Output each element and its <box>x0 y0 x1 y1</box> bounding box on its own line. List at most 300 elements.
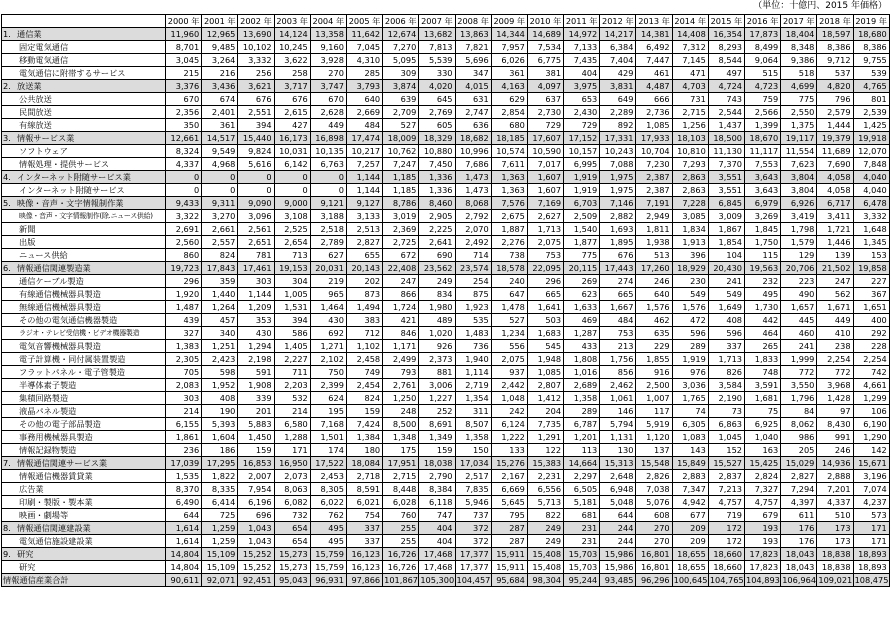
table-cell: 2,007 <box>238 470 274 483</box>
row-label <box>2 197 166 210</box>
table-cell: 17,331 <box>600 132 636 145</box>
table-cell: 10,880 <box>419 145 455 158</box>
table-cell: 5,048 <box>600 496 636 509</box>
table-cell: 18,009 <box>383 132 419 145</box>
table-cell: 1,980 <box>419 301 455 314</box>
table-cell: 367 <box>853 288 889 301</box>
table-cell: 17,607 <box>527 132 563 145</box>
table-cell: 666 <box>636 93 672 106</box>
table-cell: 287 <box>491 522 527 535</box>
table-cell: 676 <box>238 93 274 106</box>
section-row <box>2 197 890 210</box>
table-cell: 7,191 <box>636 197 672 210</box>
table-cell: 725 <box>202 509 238 522</box>
table-cell: 754 <box>346 509 382 522</box>
table-cell: 2,399 <box>310 379 346 392</box>
row-label-text: ソフトウェア <box>19 145 68 156</box>
table-cell: 2,854 <box>491 106 527 119</box>
table-cell: 639 <box>383 93 419 106</box>
table-cell: 19,918 <box>853 132 889 145</box>
table-cell: 96,931 <box>310 574 346 587</box>
table-cell: 97 <box>817 405 853 418</box>
table-cell: 19,117 <box>781 132 817 145</box>
table-cell: 8,293 <box>708 41 744 54</box>
table-cell: 2,423 <box>202 353 238 366</box>
row-label-text: 無線通信機械器具製造 <box>19 301 101 312</box>
table-cell: 7,813 <box>419 41 455 54</box>
table-cell: 3,436 <box>202 80 238 93</box>
table-cell: 513 <box>636 249 672 262</box>
table-cell: 430 <box>238 327 274 340</box>
table-cell: 7,133 <box>564 41 600 54</box>
table-cell: 3,270 <box>202 210 238 223</box>
table-cell: 7,686 <box>455 158 491 171</box>
table-cell: 3,621 <box>238 80 274 93</box>
table-cell: 2,691 <box>166 223 202 236</box>
table-cell: 394 <box>274 314 310 327</box>
table-cell: 747 <box>419 509 455 522</box>
row-label-text: 放送業 <box>17 80 42 91</box>
table-cell: 834 <box>419 288 455 301</box>
table-cell: 1,535 <box>166 470 202 483</box>
table-cell: 129 <box>781 249 817 262</box>
row-label <box>2 327 166 340</box>
table-cell: 270 <box>636 535 672 548</box>
table-cell: 8,448 <box>383 483 419 496</box>
table-cell: 9,064 <box>745 54 781 67</box>
table-cell: 649 <box>600 93 636 106</box>
section-number: 7. <box>3 457 11 468</box>
table-cell: 7,848 <box>853 158 889 171</box>
table-cell: 236 <box>166 444 202 457</box>
table-cell: 21,502 <box>817 262 853 275</box>
table-cell: 254 <box>455 275 491 288</box>
table-cell: 6,155 <box>166 418 202 431</box>
table-cell: 549 <box>708 288 744 301</box>
table-cell: 95,043 <box>274 574 310 587</box>
table-cell: 304 <box>274 275 310 288</box>
table-cell: 6,995 <box>564 158 600 171</box>
table-cell: 640 <box>346 93 382 106</box>
table-cell: 347 <box>455 67 491 80</box>
table-cell: 464 <box>745 327 781 340</box>
table-cell: 10,217 <box>346 145 382 158</box>
table-cell: 1,354 <box>455 392 491 405</box>
table-cell: 16,898 <box>310 132 346 145</box>
table-cell: 1,834 <box>672 223 708 236</box>
table-cell: 396 <box>672 249 708 262</box>
table-cell: 1,607 <box>527 171 563 184</box>
table-cell: 9,160 <box>310 41 346 54</box>
table-cell: 270 <box>310 67 346 80</box>
table-cell: 1,667 <box>600 301 636 314</box>
table-cell: 1,855 <box>636 353 672 366</box>
table-cell: 793 <box>383 366 419 379</box>
row-label <box>2 470 166 483</box>
table-cell: 1,185 <box>383 184 419 197</box>
table-cell: 1,887 <box>491 223 527 236</box>
table-cell: 937 <box>491 366 527 379</box>
table-cell: 23,574 <box>455 262 491 275</box>
row-label-text: ニュース供給 <box>19 249 68 260</box>
table-cell: 6,305 <box>672 418 708 431</box>
table-cell: 1,375 <box>781 119 817 132</box>
table-cell: 4,724 <box>708 80 744 93</box>
table-cell: 10,031 <box>274 145 310 158</box>
table-cell: 1,251 <box>202 340 238 353</box>
table-cell: 17,461 <box>238 262 274 275</box>
section-number: 6. <box>3 262 11 273</box>
table-cell: 1,250 <box>383 392 419 405</box>
table-cell: 7,690 <box>817 158 853 171</box>
header-corner <box>2 15 166 28</box>
table-cell: 3,108 <box>274 210 310 223</box>
table-cell: 7,312 <box>672 41 708 54</box>
table-cell: 2,615 <box>274 106 310 119</box>
row-label-text: 情報通信産業合計 <box>3 574 69 585</box>
table-cell: 714 <box>455 249 491 262</box>
table-cell: 17,933 <box>636 132 672 145</box>
table-cell: 10,243 <box>600 145 636 158</box>
table-cell: 1,083 <box>672 431 708 444</box>
table-cell: 676 <box>600 249 636 262</box>
table-cell: 5,713 <box>527 496 563 509</box>
table-cell: 3,584 <box>708 379 744 392</box>
table-cell: 586 <box>274 327 310 340</box>
table-cell: 14,124 <box>274 28 310 41</box>
table-row <box>2 184 890 197</box>
table-cell: 15,273 <box>274 548 310 561</box>
year-header: 2013 年 <box>636 15 672 28</box>
table-cell: 17,034 <box>455 457 491 470</box>
table-cell: 627 <box>310 249 346 262</box>
table-cell: 532 <box>274 392 310 405</box>
table-cell: 472 <box>672 314 708 327</box>
table-cell: 2,297 <box>564 470 600 483</box>
table-cell: 556 <box>491 340 527 353</box>
table-cell: 3,968 <box>817 379 853 392</box>
table-cell: 10,157 <box>564 145 600 158</box>
table-row <box>2 483 890 496</box>
table-row <box>2 327 890 340</box>
table-cell: 14,804 <box>166 548 202 561</box>
table-cell: 172 <box>708 522 744 535</box>
table-cell: 10,574 <box>491 145 527 158</box>
table-cell: 2,715 <box>383 470 419 483</box>
table-cell: 2,231 <box>527 470 563 483</box>
table-cell: 654 <box>274 535 310 548</box>
table-cell: 1,201 <box>564 431 600 444</box>
table-cell: 303 <box>238 275 274 288</box>
row-label <box>2 405 166 418</box>
table-cell: 5,616 <box>238 158 274 171</box>
table-cell: 7,424 <box>346 418 382 431</box>
table-cell: 1,043 <box>238 535 274 548</box>
table-cell: 3,096 <box>238 210 274 223</box>
table-cell: 2,736 <box>636 106 672 119</box>
table-cell: 241 <box>781 340 817 353</box>
table-cell: 7,835 <box>455 483 491 496</box>
table-cell: 18,680 <box>853 28 889 41</box>
table-cell: 6,669 <box>491 483 527 496</box>
table-cell: 860 <box>166 249 202 262</box>
table-cell: 7,201 <box>817 483 853 496</box>
section-number: 1. <box>3 28 11 39</box>
table-cell: 3,643 <box>745 184 781 197</box>
table-cell: 228 <box>853 340 889 353</box>
table-cell: 1,765 <box>672 392 708 405</box>
table-cell: 2,430 <box>564 106 600 119</box>
table-row <box>2 392 890 405</box>
table-cell: 7,213 <box>708 483 744 496</box>
table-cell: 772 <box>781 366 817 379</box>
table-cell: 1,919 <box>564 184 600 197</box>
table-cell: 469 <box>564 314 600 327</box>
table-cell: 4,397 <box>781 496 817 509</box>
table-cell: 4,820 <box>817 80 853 93</box>
table-cell: 743 <box>708 93 744 106</box>
table-cell: 2,863 <box>672 171 708 184</box>
table-cell: 18,500 <box>708 132 744 145</box>
table-cell: 3,550 <box>781 379 817 392</box>
table-cell: 18,838 <box>817 548 853 561</box>
table-cell: 1,648 <box>853 223 889 236</box>
table-cell: 5,946 <box>455 496 491 509</box>
table-cell: 1,919 <box>672 353 708 366</box>
table-cell: 270 <box>636 522 672 535</box>
table-cell: 16,123 <box>346 548 382 561</box>
table-cell: 1,234 <box>491 327 527 340</box>
row-label <box>2 210 166 223</box>
table-cell: 75 <box>745 405 781 418</box>
table-cell: 681 <box>564 509 600 522</box>
table-cell: 3,643 <box>745 171 781 184</box>
table-cell: 255 <box>383 535 419 548</box>
table-cell: 713 <box>274 249 310 262</box>
table-cell: 410 <box>817 327 853 340</box>
table-cell: 5,883 <box>238 418 274 431</box>
table-cell: 1,671 <box>817 301 853 314</box>
table-cell: 241 <box>708 275 744 288</box>
table-cell: 2,827 <box>781 470 817 483</box>
table-cell: 23,562 <box>419 262 455 275</box>
table-cell: 1,399 <box>745 119 781 132</box>
table-cell: 1,808 <box>564 353 600 366</box>
table-cell: 433 <box>564 340 600 353</box>
table-cell: 9,824 <box>238 145 274 158</box>
table-cell: 1,614 <box>166 535 202 548</box>
table-cell: 15,383 <box>527 457 563 470</box>
table-cell: 665 <box>527 288 563 301</box>
table-row <box>2 210 890 223</box>
section-row <box>2 80 890 93</box>
row-label-text: 情報通信機器賃貸業 <box>19 470 93 481</box>
table-cell: 14,936 <box>817 457 853 470</box>
table-cell: 1,405 <box>274 340 310 353</box>
table-cell: 495 <box>310 522 346 535</box>
table-cell: 4,942 <box>672 496 708 509</box>
row-label <box>2 418 166 431</box>
table-cell: 732 <box>274 509 310 522</box>
table-cell: 672 <box>383 249 419 262</box>
table-cell: 404 <box>419 535 455 548</box>
table-cell: 637 <box>527 93 563 106</box>
table-cell: 2,718 <box>346 470 382 483</box>
table-row <box>2 301 890 314</box>
table-cell: 74 <box>672 405 708 418</box>
table-cell: 1,120 <box>636 431 672 444</box>
table-cell: 562 <box>817 288 853 301</box>
table-cell: 1,713 <box>527 223 563 236</box>
table-cell: 623 <box>564 288 600 301</box>
table-cell: 337 <box>708 340 744 353</box>
table-cell: 18,185 <box>491 132 527 145</box>
table-cell: 1,473 <box>455 171 491 184</box>
table-cell: 1,131 <box>600 431 636 444</box>
row-label-text: 研究 <box>17 548 34 559</box>
table-cell: 1,412 <box>527 392 563 405</box>
table-cell: 4,058 <box>817 171 853 184</box>
table-cell: 731 <box>672 93 708 106</box>
table-cell: 1,877 <box>564 236 600 249</box>
table-cell: 361 <box>202 119 238 132</box>
table-cell: 916 <box>636 366 672 379</box>
table-cell: 429 <box>600 67 636 80</box>
table-cell: 16,726 <box>383 548 419 561</box>
table-cell: 3,928 <box>310 54 346 67</box>
table-cell: 1,227 <box>419 392 455 405</box>
row-label-text: 映像・音声・文字情報制作(除.ニュース供給) <box>19 212 153 220</box>
table-cell: 7,623 <box>781 158 817 171</box>
table-cell: 1,464 <box>310 301 346 314</box>
table-cell: 605 <box>419 119 455 132</box>
row-label <box>2 262 166 275</box>
row-label-text: 集積回路製造 <box>19 392 69 403</box>
table-cell: 2,254 <box>817 353 853 366</box>
table-cell: 2,627 <box>527 210 563 223</box>
table-cell: 6,787 <box>564 418 600 431</box>
table-cell: 159 <box>346 405 382 418</box>
row-label-text: 新聞 <box>19 223 36 234</box>
table-cell: 14,972 <box>564 28 600 41</box>
table-cell: 9,755 <box>853 54 889 67</box>
table-cell: 4,723 <box>745 80 781 93</box>
table-cell: 2,905 <box>419 210 455 223</box>
table-row <box>2 249 890 262</box>
header-row <box>2 15 890 28</box>
table-cell: 495 <box>745 288 781 301</box>
table-row <box>2 223 890 236</box>
row-label <box>2 535 166 548</box>
table-cell: 6,763 <box>310 158 346 171</box>
table-cell: 16,354 <box>708 28 744 41</box>
row-label <box>2 496 166 509</box>
table-cell: 760 <box>383 509 419 522</box>
table-cell: 873 <box>346 288 382 301</box>
table-cell: 18,660 <box>708 548 744 561</box>
row-label-text: 広告業 <box>19 483 44 494</box>
table-cell: 146 <box>600 405 636 418</box>
table-cell: 705 <box>166 366 202 379</box>
table-cell: 1,919 <box>564 171 600 184</box>
table-cell: 3,411 <box>817 210 853 223</box>
table-cell: 670 <box>166 93 202 106</box>
table-cell: 115 <box>745 249 781 262</box>
table-cell: 150 <box>455 444 491 457</box>
row-label-text: 有線放送 <box>19 119 52 130</box>
table-cell: 108,475 <box>854 574 889 585</box>
table-cell: 846 <box>383 327 419 340</box>
year-header: 2012 年 <box>600 15 636 28</box>
table-cell: 7,247 <box>383 158 419 171</box>
row-label <box>2 223 166 236</box>
table-cell: 460 <box>781 327 817 340</box>
table-cell: 2,730 <box>527 106 563 119</box>
table-cell: 8,063 <box>274 483 310 496</box>
table-cell: 596 <box>708 327 744 340</box>
table-cell: 113 <box>564 444 600 457</box>
table-cell: 15,759 <box>310 561 346 574</box>
table-cell: 2,373 <box>419 353 455 366</box>
table-cell: 2,525 <box>274 223 310 236</box>
table-cell: 926 <box>419 340 455 353</box>
table-cell: 0 <box>310 184 346 197</box>
table-cell: 9,549 <box>202 145 238 158</box>
table-cell: 5,919 <box>636 418 672 431</box>
table-cell: 7,038 <box>636 483 672 496</box>
table-cell: 6,384 <box>600 41 636 54</box>
table-cell: 676 <box>274 93 310 106</box>
table-cell: 537 <box>817 67 853 80</box>
table-cell: 16,801 <box>636 561 672 574</box>
table-cell: 18,660 <box>708 561 744 574</box>
table-cell: 15,911 <box>491 561 527 574</box>
table-cell: 15,252 <box>238 548 274 561</box>
table-cell: 7,370 <box>708 158 744 171</box>
table-cell: 7,957 <box>491 41 527 54</box>
section-number: 3. <box>3 132 11 143</box>
table-cell: 2,387 <box>636 184 672 197</box>
table-cell: 18,329 <box>419 132 455 145</box>
table-cell: 7,447 <box>636 54 672 67</box>
table-cell: 1,144 <box>346 171 382 184</box>
table-cell: 2,073 <box>274 470 310 483</box>
table-cell: 3,831 <box>600 80 636 93</box>
table-cell: 2,789 <box>310 236 346 249</box>
table-cell: 680 <box>491 119 527 132</box>
table-cell: 2,725 <box>383 236 419 249</box>
table-cell: 2,075 <box>491 353 527 366</box>
table-cell: 449 <box>310 119 346 132</box>
table-cell: 3,085 <box>672 210 708 223</box>
table-cell: 9,311 <box>202 197 238 210</box>
table-cell: 12,070 <box>853 145 889 158</box>
table-cell: 240 <box>491 275 527 288</box>
table-cell: 1,501 <box>310 431 346 444</box>
row-label-text: 映画・劇場等 <box>19 509 69 520</box>
section-number: 4. <box>3 171 11 182</box>
table-cell: 2,888 <box>817 470 853 483</box>
table-cell: 2,356 <box>166 106 202 119</box>
table-cell: 337 <box>346 535 382 548</box>
table-cell: 17,951 <box>383 457 419 470</box>
table-cell: 242 <box>491 405 527 418</box>
table-row <box>2 366 890 379</box>
table-cell: 404 <box>419 522 455 535</box>
table-cell: 644 <box>600 509 636 522</box>
table-row <box>2 405 890 418</box>
table-cell: 93,485 <box>600 574 636 587</box>
